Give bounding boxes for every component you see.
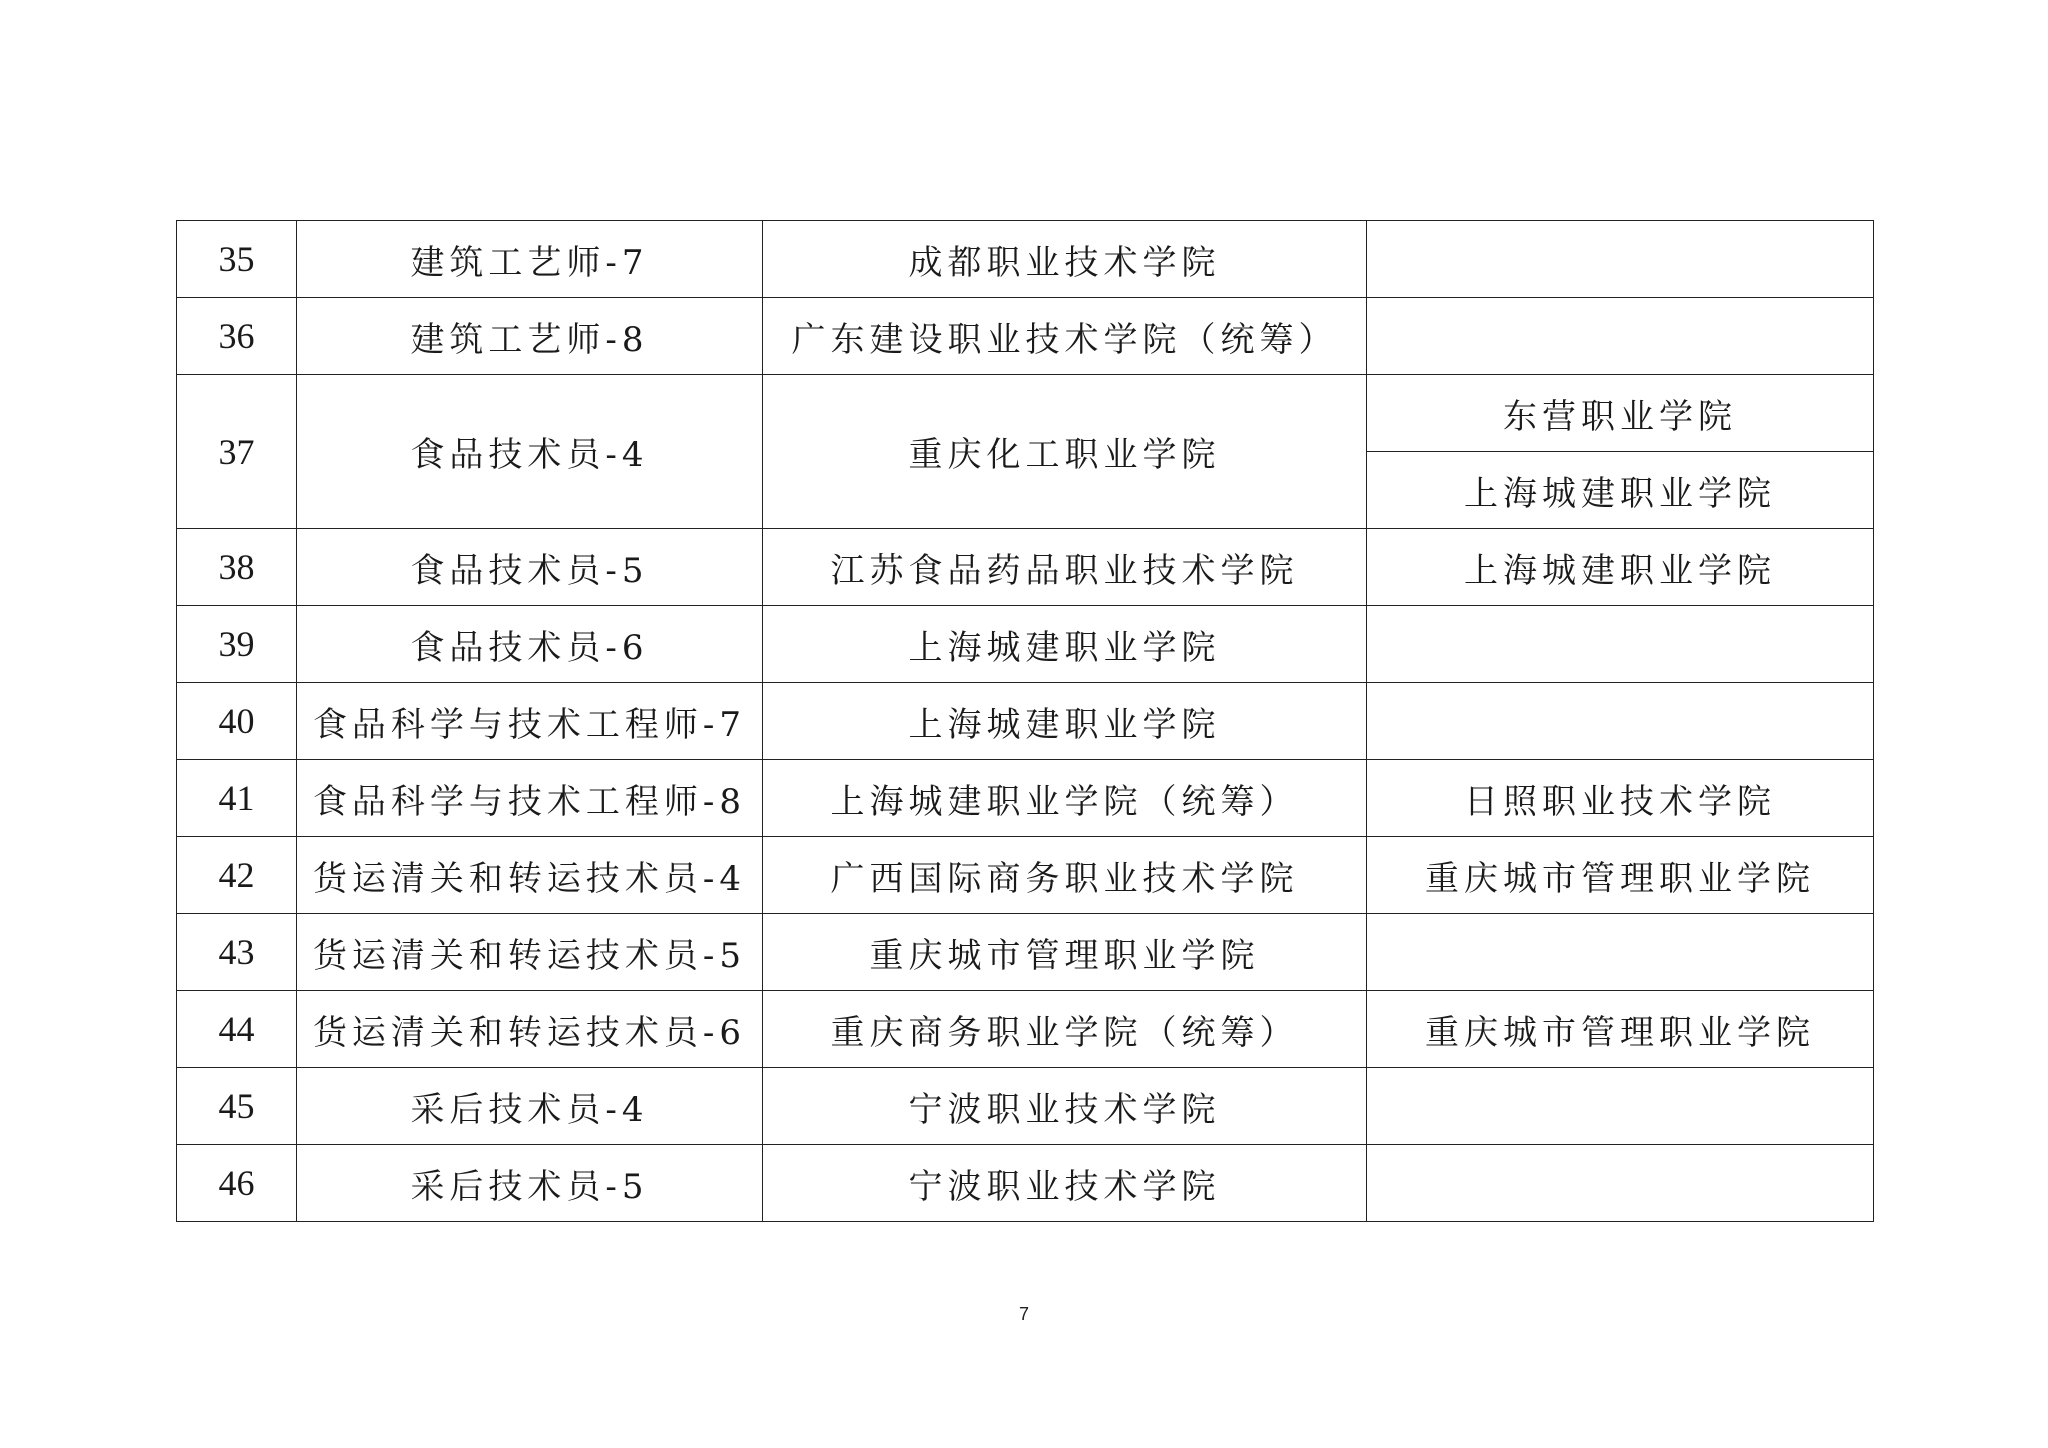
page-number: 7 <box>1018 1304 1029 1324</box>
partner-cell <box>1367 221 1874 298</box>
assignment-table <box>176 220 1874 1222</box>
row-number: 44 <box>177 991 297 1068</box>
partner-cell <box>1367 683 1874 760</box>
partner-cell <box>1367 606 1874 683</box>
institution-cell: 宁波职业技术学院 <box>763 1145 1367 1222</box>
occupation-cell: 货运清关和转运技术员-6 <box>297 991 763 1068</box>
table-row <box>177 760 1874 837</box>
occupation-cell: 货运清关和转运技术员-5 <box>297 914 763 991</box>
partner-cell <box>1367 1145 1874 1222</box>
institution-cell: 宁波职业技术学院 <box>763 1068 1367 1145</box>
institution-cell: 重庆商务职业学院（统筹） <box>763 991 1367 1068</box>
table-row <box>177 375 1874 452</box>
row-number: 36 <box>177 298 297 375</box>
table-row <box>177 1068 1874 1145</box>
partner-cell <box>1367 298 1874 375</box>
table-row <box>177 914 1874 991</box>
row-number: 40 <box>177 683 297 760</box>
occupation-cell: 食品技术员-6 <box>297 606 763 683</box>
occupation-cell: 食品技术员-5 <box>297 529 763 606</box>
table-row <box>177 529 1874 606</box>
occupation-cell: 食品科学与技术工程师-7 <box>297 683 763 760</box>
institution-cell: 上海城建职业学院（统筹） <box>763 760 1367 837</box>
institution-cell: 上海城建职业学院 <box>763 606 1367 683</box>
institution-cell: 上海城建职业学院 <box>763 683 1367 760</box>
occupation-cell: 采后技术员-4 <box>297 1068 763 1145</box>
partner-cell: 日照职业技术学院 <box>1367 760 1874 837</box>
institution-cell: 广东建设职业技术学院（统筹） <box>763 298 1367 375</box>
occupation-cell: 建筑工艺师-8 <box>297 298 763 375</box>
institution-cell: 重庆城市管理职业学院 <box>763 914 1367 991</box>
row-number: 38 <box>177 529 297 606</box>
table-row <box>177 837 1874 914</box>
partner-cell <box>1367 1068 1874 1145</box>
institution-cell: 重庆化工职业学院 <box>763 375 1367 529</box>
occupation-cell: 采后技术员-5 <box>297 1145 763 1222</box>
row-number: 43 <box>177 914 297 991</box>
row-number: 42 <box>177 837 297 914</box>
occupation-cell: 食品技术员-4 <box>297 375 763 529</box>
row-number: 46 <box>177 1145 297 1222</box>
table-row <box>177 1145 1874 1222</box>
row-number: 41 <box>177 760 297 837</box>
table-row <box>177 683 1874 760</box>
occupation-cell: 建筑工艺师-7 <box>297 221 763 298</box>
partner-cell: 上海城建职业学院 <box>1367 529 1874 606</box>
table-row <box>177 991 1874 1068</box>
table-row <box>177 298 1874 375</box>
table-row <box>177 606 1874 683</box>
row-number: 35 <box>177 221 297 298</box>
partner-cell: 东营职业学院 <box>1367 375 1874 452</box>
partner-cell: 上海城建职业学院 <box>1367 452 1874 529</box>
occupation-cell: 食品科学与技术工程师-8 <box>297 760 763 837</box>
partner-cell <box>1367 914 1874 991</box>
row-number: 39 <box>177 606 297 683</box>
occupation-cell: 货运清关和转运技术员-4 <box>297 837 763 914</box>
row-number: 45 <box>177 1068 297 1145</box>
institution-cell: 成都职业技术学院 <box>763 221 1367 298</box>
table-row <box>177 221 1874 298</box>
institution-cell: 广西国际商务职业技术学院 <box>763 837 1367 914</box>
partner-cell: 重庆城市管理职业学院 <box>1367 991 1874 1068</box>
institution-cell: 江苏食品药品职业技术学院 <box>763 529 1367 606</box>
row-number: 37 <box>177 375 297 529</box>
partner-cell: 重庆城市管理职业学院 <box>1367 837 1874 914</box>
